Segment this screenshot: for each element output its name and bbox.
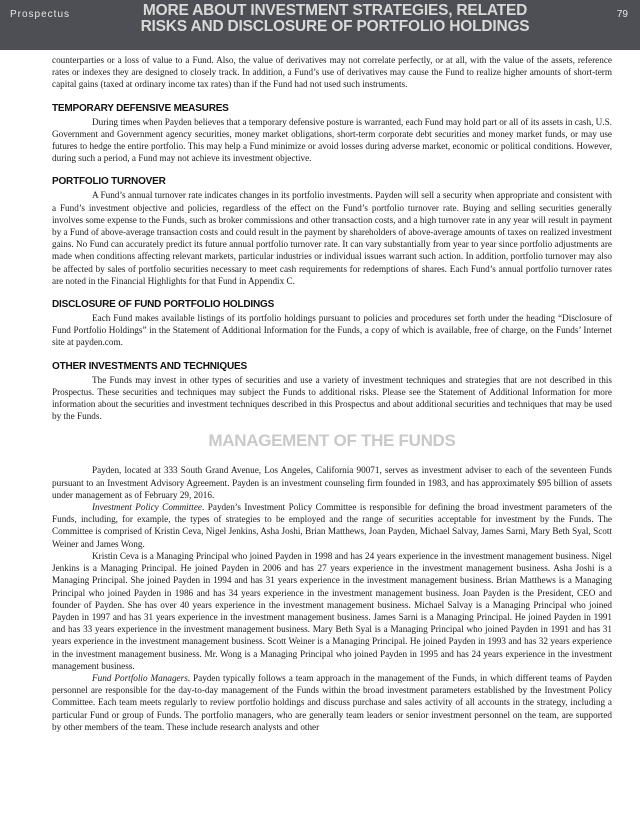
page-header: [0, 0, 640, 50]
fund-portfolio-managers-title: Fund Portfolio Managers: [92, 672, 188, 683]
section-heading-temporary-defensive: TEMPORARY DEFENSIVE MEASURES: [52, 102, 229, 114]
intro-paragraph: counterparties or a loss of value to a Fund. Also, the value of derivatives may not correlate perfectly, or at all, with the value of the assets, reference rates or indexes they are designed to closely track. In addition, a Fund’s use of derivatives may cause the Fund to realize higher amounts of short-term capital gains (taxed at ordinary income tax rates) than if the Fund had not used such instruments.: [52, 55, 612, 90]
management-heading: MANAGEMENT OF THE FUNDS: [208, 431, 456, 451]
section-body-disclosure: Each Fund makes available listings of its portfolio holdings pursuant to policies and procedures set forth under the heading “Disclosure of Fund Portfolio Holdings” in the Statement of Additional Information for the Funds, a copy of which is available, free of charge, on the Funds’ Internet site at payden.com.: [52, 313, 612, 348]
section-heading-disclosure: DISCLOSURE OF FUND PORTFOLIO HOLDINGS: [52, 299, 275, 311]
header-title-line2: RISKS AND DISCLOSURE OF PORTFOLIO HOLDINGS: [140, 18, 530, 35]
page-number: 79: [616, 9, 628, 20]
committee-bios-paragraph: Kristin Ceva is a Managing Principal who joined Payden in 1998 and has 24 years experience in the investment management business. Nigel Jenkins is a Managing Principal. He joined Payden in 2006 and has 27 years experience in the investment management business. Asha Joshi is a Managing Principal. She joined Payden in 1994 and has 31 years experience in the investment management business. Brian Matthews is a Managing Principal who joined Payden in 1986 and has 34 years experience in the investment management business. Joan Payden is the President, CEO and founder of Payden. She has over 40 years experience in the investment management business. Michael Salvay is a Managing Principal who joined Payden in 1997 and has 31 years experience in the investment management business. James Sarni is a Managing Principal. He joined Payden in 1991 and has 33 years experience in the investment management business. Mary Beth Syal is a Managing Principal who joined Payden in 1991 and has 31 years experience in the investment management business. Scott Weiner is a Managing Principal. He joined Payden in 1993 and has 32 years experience in the investment management business. Mr. Wong is a Managing Principal who joined Payden in 1995 and has 24 years experience in the investment management business.: [52, 550, 612, 671]
section-heading-portfolio-turnover: PORTFOLIO TURNOVER: [52, 176, 166, 188]
management-intro-paragraph: Payden, located at 333 South Grand Avenue, Los Angeles, California 90071, serves as investment adviser to each of the seventeen Funds pursuant to an Investment Advisory Agreement. Payden is an investment counseling firm founded in 1983, and has approximately $95 billion of assets under management as of February 29, 2016.: [52, 465, 612, 500]
header-title-line1: MORE ABOUT INVESTMENT STRATEGIES, RELATED: [142, 2, 528, 19]
investment-policy-committee-title: Investment Policy Committee: [92, 502, 202, 513]
fund-portfolio-managers-paragraph: [52, 672, 612, 733]
investment-policy-committee-paragraph: [52, 501, 612, 550]
header-section-label: Prospectus: [10, 9, 71, 20]
investment-policy-committee-body: . Payden’s Investment Policy Committee is responsible for defining the broad investment parameters of the Funds, including, for example, the types of strategies to be employed and the range of securities acceptable for investment by the Funds. The Committee is comprised of Kristin Ceva, Nigel Jenkins, Asha Joshi, Brian Matthews, Joan Payden, Michael Salvay, James Sarni, Mary Beth Syal, Scott Weiner and James Wong.: [52, 502, 612, 549]
section-body-portfolio-turnover: A Fund’s annual turnover rate indicates changes in its portfolio investments. Payden will sell a security when appropriate and consistent with a Fund’s investment objective and policies, regardless of the effect on the Fund’s portfolio turnover rate. Buying and selling securities generally involves some expense to the Funds, such as broker commissions and other transaction costs, and a high turnover rate in any year will result in payment by a Fund of above-average transaction costs and could result in the payment by shareholders of above-average amounts of taxes on realized investment gains. No Fund can accurately predict its future annual portfolio turnover rate. It can vary substantially from year to year since portfolio adjustments are made when conditions affecting relevant markets, particular industries or individual issues warrant such action. In addition, portfolio turnover may also be affected by sales of portfolio securities necessary to meet cash requirements for redemptions of shares. Each Fund’s annual portfolio turnover rates are noted in the Financial Highlights for that Fund in Appendix C.: [52, 190, 612, 286]
fund-portfolio-managers-body: . Payden typically follows a team approach in the management of the Funds, in which different teams of Payden personnel are responsible for the day-to-day management of the Funds within the broad investment parameters established by the Investment Policy Committee. Each team meets regularly to review portfolio holdings and discuss purchase and sales activity of all accounts in the strategy, including a particular Fund or group of Funds. The portfolio managers, who are generally team leaders or senior investment personnel on the team, are supported by other members of the team. These include research analysts and other: [52, 672, 612, 732]
header-title: [100, 0, 570, 35]
section-body-temporary-defensive: During times when Payden believes that a temporary defensive posture is warranted, each Fund may hold part or all of its assets in cash, U.S. Government and Government agency securities, money market obligations, short-term corporate debt securities and money market funds, or may use futures to hedge the entire portfolio. This may help a Fund minimize or avoid losses during adverse market, economic or political conditions. However, during such a period, a Fund may not achieve its investment objective.: [52, 116, 612, 164]
section-heading-other-investments: OTHER INVESTMENTS AND TECHNIQUES: [52, 360, 247, 372]
section-body-other-investments: The Funds may invest in other types of securities and use a variety of investment techniques and strategies that are not described in this Prospectus. These securities and techniques may subject the Funds to additional risks. Please see the Statement of Additional Information for more information about the securities and investment techniques described in this Prospectus and about additional securities and techniques that may be used by the Funds.: [52, 374, 612, 422]
page-content: [52, 54, 612, 733]
